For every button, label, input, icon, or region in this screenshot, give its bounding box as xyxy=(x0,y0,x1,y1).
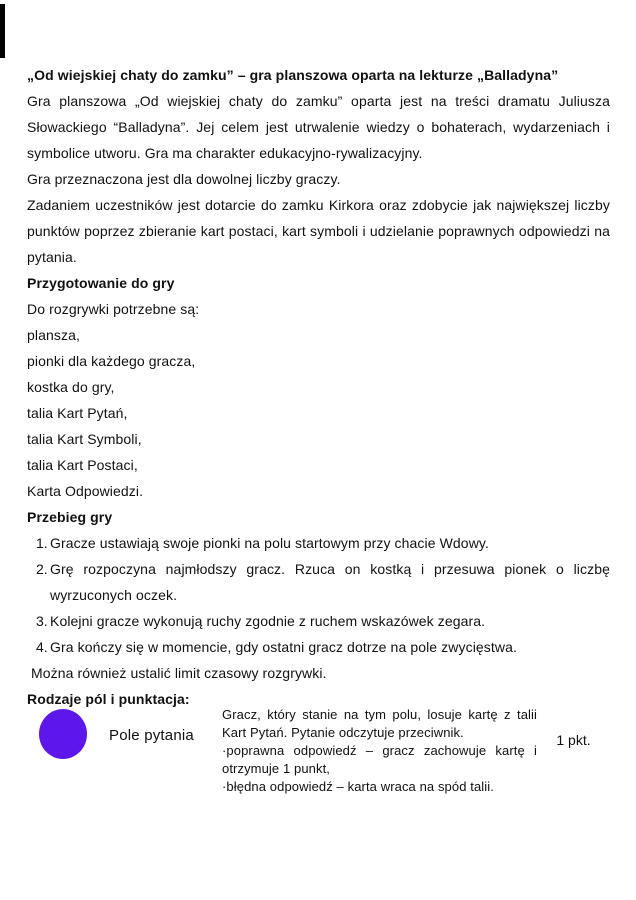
scan-edge-line xyxy=(0,4,5,58)
field-description-segment: ·błędna odpowiedź – karta wraca na spód talii. xyxy=(222,779,494,794)
preparation-item: pionki dla każdego gracza, xyxy=(27,353,196,369)
preparation-item: Karta Odpowiedzi. xyxy=(27,483,144,499)
preparation-item: talia Kart Postaci, xyxy=(27,457,138,473)
heading-gameplay: Przebieg gry xyxy=(27,509,113,525)
preparation-lead: Do rozgrywki potrzebne są: xyxy=(27,301,200,317)
gameplay-step xyxy=(36,634,610,660)
preparation-item: talia Kart Pytań, xyxy=(27,405,128,421)
field-name: Pole pytania xyxy=(109,727,194,744)
intro-paragraph-1: Gra planszowa „Od wiejskiej chaty do zamku” oparta jest na treści dramatu Juliusza Słowackiego “Balladyna”. Jej celem jest utrwalenie wiedzy o bohaterach, wydarzeniach i symbolice utworu. Gra ma charakter edukacyjno-rywalizacyjny. xyxy=(27,93,610,161)
step-number: 1. xyxy=(36,535,48,551)
document-content xyxy=(27,62,610,796)
gameplay-step xyxy=(36,608,610,634)
step-text: Kolejni gracze wykonują ruchy zgodnie z ruchem wskazówek zegara. xyxy=(50,613,486,629)
gameplay-step xyxy=(36,530,610,556)
step-number: 3. xyxy=(36,613,48,629)
question-field-circle-icon xyxy=(39,709,87,759)
step-number: 4. xyxy=(36,639,48,655)
preparation-item: talia Kart Symboli, xyxy=(27,431,142,447)
intro-paragraph-3: Zadaniem uczestników jest dotarcie do zamku Kirkora oraz zdobycie jak największej liczby punktów poprzez zbieranie kart postaci, kart symboli i udzielanie poprawnych odpowiedzi na pytania. xyxy=(27,197,610,265)
step-text: Grę rozpoczyna najmłodszy gracz. Rzuca on kostką i przesuwa pionek o liczbę wyrzuconych oczek. xyxy=(50,561,610,603)
field-description xyxy=(222,702,537,796)
field-dot-wrap xyxy=(39,702,109,759)
step-number: 2. xyxy=(36,561,48,577)
step-text: Gra kończy się w momencie, gdy ostatni gracz dotrze na pole zwycięstwa. xyxy=(50,639,517,655)
heading-fields: Rodzaje pól i punktacja: xyxy=(27,691,190,707)
field-description-segment: ·poprawna odpowiedź – gracz zachowuje kartę i otrzymuje 1 punkt, xyxy=(222,743,537,776)
document-title: „Od wiejskiej chaty do zamku” – gra planszowa oparta na lekturze „Balladyna” xyxy=(27,67,559,83)
gameplay-step xyxy=(36,556,610,608)
intro-paragraph-2: Gra przeznaczona jest dla dowolnej liczby graczy. xyxy=(27,171,341,187)
preparation-item: kostka do gry, xyxy=(27,379,115,395)
step-text: Gracze ustawiają swoje pionki na polu startowym przy chacie Wdowy. xyxy=(50,535,489,551)
preparation-item: plansza, xyxy=(27,327,80,343)
field-description-segment: Gracz, który stanie na tym polu, losuje kartę z talii Kart Pytań. Pytanie odczytuje przeciwnik. xyxy=(222,707,537,740)
gameplay-note: Można również ustalić limit czasowy rozgrywki. xyxy=(31,665,327,681)
field-points: 1 pkt. xyxy=(556,732,591,748)
heading-preparation: Przygotowanie do gry xyxy=(27,275,175,291)
field-row-question xyxy=(27,702,610,796)
